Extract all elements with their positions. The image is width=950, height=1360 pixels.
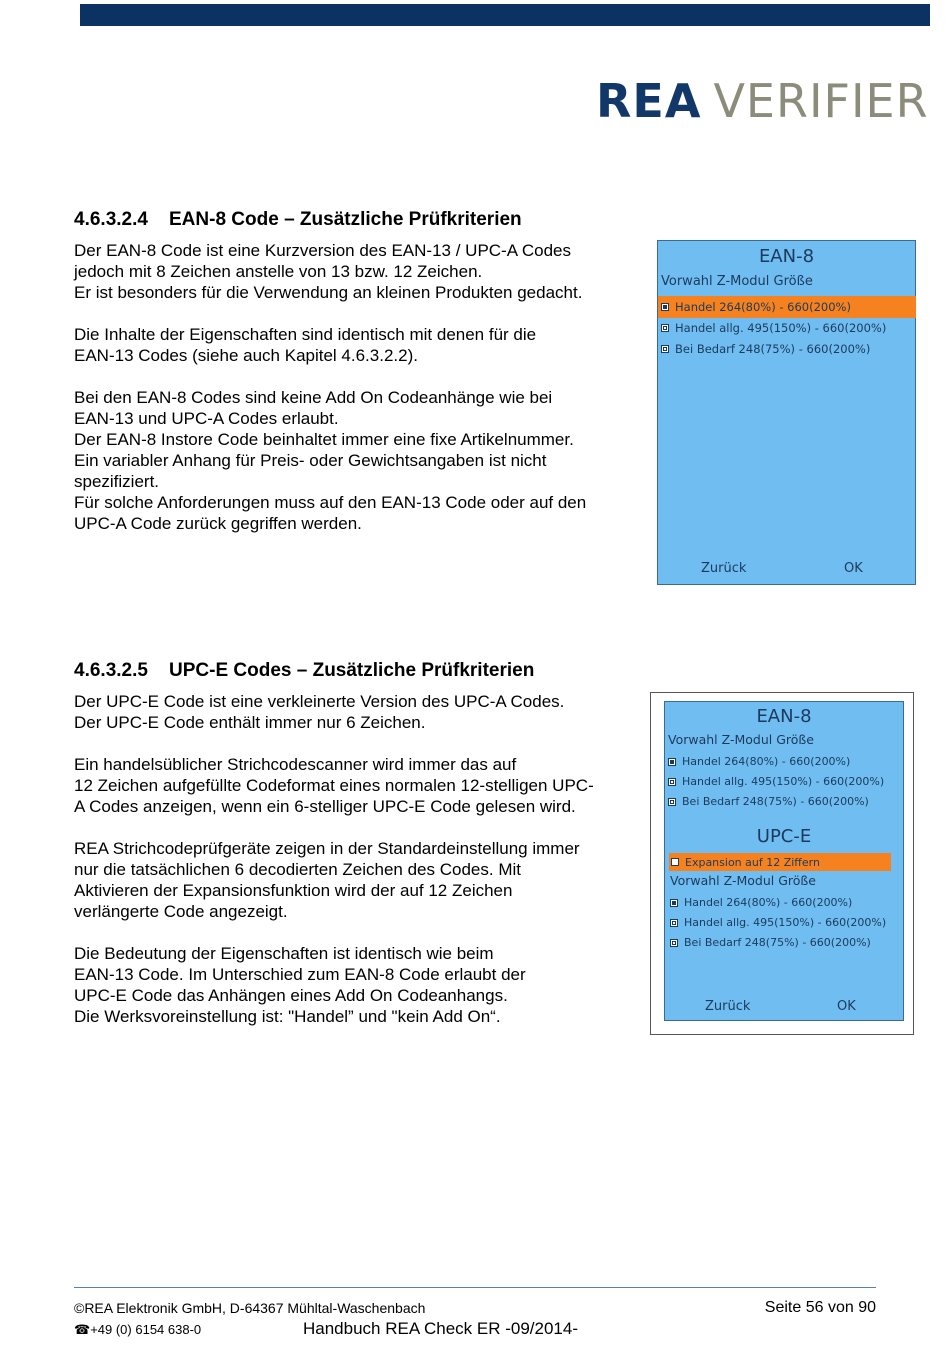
text-line: verlängerte Code angezeigt. — [74, 902, 288, 921]
text-line: jedoch mit 8 Zeichen anstelle von 13 bzw. 12 Zeichen. — [74, 262, 483, 281]
text-line: Die Inhalte der Eigenschaften sind identisch mit denen für die — [74, 325, 537, 344]
screen-subtitle: Vorwahl Z-Modul Größe — [668, 732, 814, 747]
checkbox-icon — [668, 758, 676, 766]
checkbox-icon — [661, 345, 669, 353]
page-number: Seite 56 von 90 — [764, 1299, 876, 1316]
section-title: EAN-8 Code – Zusätzliche Prüfkriterien — [169, 209, 522, 230]
paragraph — [74, 754, 642, 817]
text-line: Für solche Anforderungen muss auf den EAN-13 Code oder auf den — [74, 493, 587, 512]
screen-title-upce: UPC-E — [756, 826, 812, 847]
brand-logo-verifier: VERIFIER — [713, 74, 929, 128]
option-handel-allg[interactable] — [668, 774, 884, 789]
option-bei-bedarf[interactable] — [670, 935, 871, 950]
option-bei-bedarf[interactable] — [661, 341, 870, 357]
screen-subtitle: Vorwahl Z-Modul Größe — [661, 274, 813, 289]
option-label: Handel allg. 495(150%) - 660(200%) — [682, 775, 885, 788]
section-heading-ean8 — [74, 209, 522, 231]
checkbox-icon — [661, 324, 669, 332]
section-body-ean8 — [74, 240, 642, 534]
text-line: Der UPC-E Code enthält immer nur 6 Zeichen. — [74, 713, 426, 732]
text-line: 12 Zeichen aufgefüllte Codeformat eines normalen 12-stelligen UPC- — [74, 776, 594, 795]
option-label: Bei Bedarf 248(75%) - 660(200%) — [684, 936, 871, 949]
brand-logo — [596, 76, 929, 126]
text-line: Aktivieren der Expansionsfunktion wird der auf 12 Zeichen — [74, 881, 513, 900]
text-line: Ein variabler Anhang für Preis- oder Gewichtsangaben ist nicht — [74, 451, 547, 470]
checkbox-icon — [670, 919, 678, 927]
text-line: Der UPC-E Code ist eine verkleinerte Version des UPC-A Codes. — [74, 692, 565, 711]
text-line: UPC-A Code zurück gegriffen werden. — [74, 514, 362, 533]
checkbox-icon — [668, 798, 676, 806]
paragraph — [74, 324, 642, 366]
device-screen-upce — [664, 701, 904, 1021]
text-line: A Codes anzeigen, wenn ein 6-stelliger UPC-E Code gelesen wird. — [74, 797, 576, 816]
checkbox-icon — [670, 899, 678, 907]
footer-manual-title: Handbuch REA Check ER -09/2014- — [303, 1319, 578, 1338]
text-line: Die Werksvoreinstellung ist: "Handel” und "kein Add On“. — [74, 1007, 501, 1026]
text-line: nur die tatsächlichen 6 decodierten Zeichen des Codes. Mit — [74, 860, 521, 879]
option-label: Handel 264(80%) - 660(200%) — [682, 755, 851, 768]
paragraph — [74, 240, 642, 303]
header-bar — [80, 4, 930, 26]
screen-title: EAN-8 — [758, 246, 815, 267]
text-line: UPC-E Code das Anhängen eines Add On Codeanhangs. — [74, 986, 508, 1005]
option-label: Bei Bedarf 248(75%) - 660(200%) — [682, 795, 869, 808]
checkbox-icon — [668, 778, 676, 786]
text-line: spezifiziert. — [74, 472, 160, 491]
brand-logo-rea: REA — [596, 74, 702, 128]
device-screen-ean8 — [657, 240, 916, 585]
option-bei-bedarf[interactable] — [668, 794, 869, 809]
option-label: Bei Bedarf 248(75%) - 660(200%) — [675, 342, 871, 356]
ok-softkey[interactable]: OK — [837, 999, 856, 1014]
footer-divider — [74, 1287, 876, 1288]
text-line: Die Bedeutung der Eigenschaften ist identisch wie beim — [74, 944, 494, 963]
footer-copyright: ©REA Elektronik GmbH, D-64367 Mühltal-Waschenbach — [74, 1300, 426, 1316]
option-label: Expansion auf 12 Ziffern — [685, 855, 820, 869]
option-handel-allg[interactable] — [661, 320, 886, 336]
text-line: EAN-13 und UPC-A Codes erlaubt. — [74, 409, 339, 428]
checkbox-icon — [661, 303, 669, 311]
section-body-upce — [74, 691, 642, 1027]
text-line: Der EAN-8 Instore Code beinhaltet immer eine fixe Artikelnummer. — [74, 430, 574, 449]
text-line: Bei den EAN-8 Codes sind keine Add On Codeanhänge wie bei — [74, 388, 553, 407]
option-label: Handel allg. 495(150%) - 660(200%) — [675, 321, 887, 335]
screen-subtitle: Vorwahl Z-Modul Größe — [670, 873, 816, 888]
checkbox-icon — [670, 939, 678, 947]
option-handel[interactable] — [670, 895, 852, 910]
option-expansion[interactable] — [669, 853, 891, 871]
option-label: Handel 264(80%) - 660(200%) — [684, 896, 853, 909]
option-label: Handel allg. 495(150%) - 660(200%) — [684, 916, 887, 929]
option-handel[interactable] — [668, 754, 850, 769]
ok-softkey[interactable]: OK — [844, 561, 863, 576]
footer-phone: ☎+49 (0) 6154 638-0 — [74, 1322, 202, 1337]
section-number: 4.6.3.2.5 — [74, 660, 148, 681]
text-line: EAN-13 Codes (siehe auch Kapitel 4.6.3.2.2). — [74, 346, 418, 365]
paragraph — [74, 943, 642, 1027]
option-handel-allg[interactable] — [670, 915, 886, 930]
section-title: UPC-E Codes – Zusätzliche Prüfkriterien — [169, 660, 535, 681]
paragraph — [74, 838, 642, 922]
paragraph — [74, 387, 642, 534]
screen-title: EAN-8 — [756, 706, 812, 727]
text-line: REA Strichcodeprüfgeräte zeigen in der Standardeinstellung immer — [74, 839, 580, 858]
option-label: Handel 264(80%) - 660(200%) — [675, 300, 851, 314]
text-line: EAN-13 Code. Im Unterschied zum EAN-8 Code erlaubt der — [74, 965, 526, 984]
back-softkey[interactable]: Zurück — [701, 561, 747, 576]
paragraph — [74, 691, 642, 733]
screenshot-frame — [650, 692, 914, 1035]
text-line: Ein handelsüblicher Strichcodescanner wird immer das auf — [74, 755, 517, 774]
text-line: Der EAN-8 Code ist eine Kurzversion des EAN-13 / UPC-A Codes — [74, 241, 571, 260]
checkbox-icon — [671, 858, 679, 866]
section-number: 4.6.3.2.4 — [74, 209, 148, 230]
text-line: Er ist besonders für die Verwendung an kleinen Produkten gedacht. — [74, 283, 583, 302]
back-softkey[interactable]: Zurück — [705, 999, 751, 1014]
section-heading-upce — [74, 660, 534, 682]
option-handel[interactable] — [658, 296, 916, 318]
